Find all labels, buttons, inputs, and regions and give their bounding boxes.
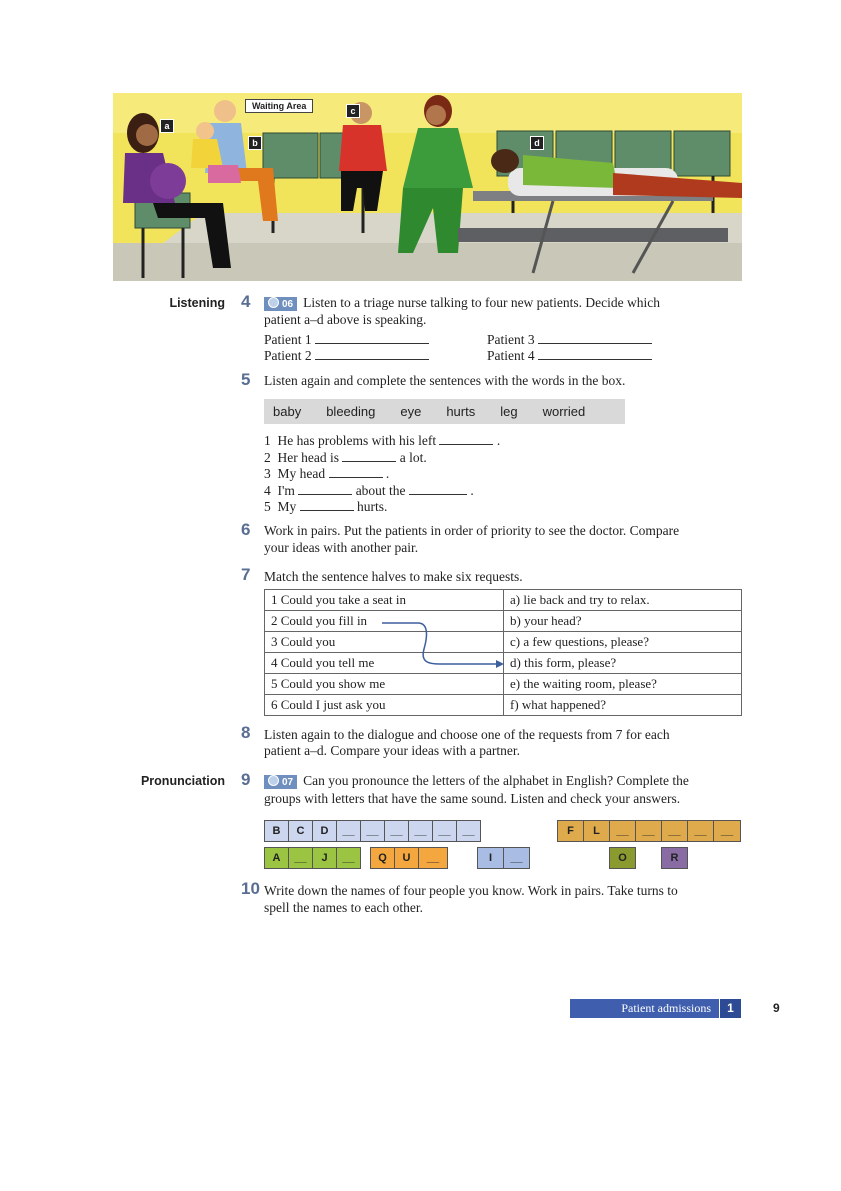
letter-cell: A bbox=[264, 847, 289, 869]
footer-unit-number: 1 bbox=[720, 999, 741, 1018]
patient-tag-a: a bbox=[160, 119, 174, 133]
table-cell: 5 Could you show me bbox=[265, 674, 504, 695]
letter-cell: L bbox=[583, 820, 610, 842]
letter-cell-r: R bbox=[661, 847, 688, 869]
letter-blank[interactable]: __ bbox=[384, 820, 409, 842]
table-cell: e) the waiting room, please? bbox=[504, 674, 742, 695]
table-cell: 4 Could you tell me bbox=[265, 653, 504, 674]
sentence-text: hurts. bbox=[357, 499, 388, 514]
word-box-item: eye bbox=[400, 404, 422, 419]
exercise-6-line1: Work in pairs. Put the patients in order of priority to see the doctor. Compare bbox=[264, 523, 680, 538]
letter-cell: Q bbox=[370, 847, 395, 869]
footer-chapter-title: Patient admissions bbox=[570, 999, 719, 1018]
word-box-item: baby bbox=[273, 404, 302, 419]
patient-1-row bbox=[264, 331, 429, 348]
audio-track-number: 07 bbox=[282, 776, 294, 788]
exercise-7-number: 7 bbox=[241, 565, 251, 584]
sentence-2 bbox=[264, 449, 427, 466]
exercise-9-line1: Can you pronounce the letters of the alphabet in English? Complete the bbox=[303, 773, 689, 788]
letter-blank[interactable]: __ bbox=[408, 820, 433, 842]
sentence-text: . bbox=[385, 466, 390, 481]
patient-2-blank[interactable] bbox=[315, 347, 429, 360]
exercise-10-line2: spell the names to each other. bbox=[264, 900, 423, 915]
letter-cell-o: O bbox=[609, 847, 636, 869]
exercise-7-instruction: Match the sentence halves to make six requests. bbox=[264, 569, 523, 584]
table-cell: b) your head? bbox=[504, 611, 742, 632]
patient-tag-d: d bbox=[530, 136, 544, 150]
exercise-6-line2: your ideas with another pair. bbox=[264, 540, 419, 555]
exercise-9-instruction bbox=[264, 772, 744, 789]
letter-blank[interactable]: __ bbox=[713, 820, 741, 842]
sentence-blank[interactable] bbox=[439, 432, 493, 445]
letter-cell: F bbox=[557, 820, 584, 842]
letter-blank[interactable]: __ bbox=[288, 847, 313, 869]
exercise-4-line2: patient a–d above is speaking. bbox=[264, 312, 427, 327]
sentence-1 bbox=[264, 432, 500, 449]
exercise-4-line1: Listen to a triage nurse talking to four new patients. Decide which bbox=[303, 295, 661, 310]
sentence-blank[interactable] bbox=[329, 465, 383, 478]
table-cell: 1 Could you take a seat in bbox=[265, 590, 504, 611]
letter-cell: J bbox=[312, 847, 337, 869]
sentence-blank[interactable] bbox=[409, 482, 467, 495]
letter-blank[interactable]: __ bbox=[360, 820, 385, 842]
patient-2-label: Patient 2 bbox=[264, 348, 312, 363]
sentence-text: He has problems with his left bbox=[277, 433, 437, 448]
letter-blank[interactable]: __ bbox=[609, 820, 636, 842]
exercise-8-number: 8 bbox=[241, 723, 251, 742]
exercise-9-number: 9 bbox=[241, 770, 251, 789]
exercise-6-number: 6 bbox=[241, 520, 251, 539]
exercise-10-line1: Write down the names of four people you know. Work in pairs. Take turns to bbox=[264, 883, 678, 898]
sentence-number: 1 bbox=[264, 433, 271, 448]
sentence-text: . bbox=[470, 483, 474, 498]
sentence-blank[interactable] bbox=[298, 482, 352, 495]
patient-2-row bbox=[264, 347, 429, 364]
letter-blank[interactable]: __ bbox=[503, 847, 530, 869]
section-pronunciation: Pronunciation bbox=[140, 774, 225, 788]
exercise-8-line1: Listen again to the dialogue and choose one of the requests from 7 for each bbox=[264, 727, 670, 742]
letter-blank[interactable]: __ bbox=[418, 847, 448, 869]
patient-tag-c: c bbox=[346, 104, 360, 118]
sentence-blank[interactable] bbox=[300, 498, 354, 511]
sentence-number: 3 bbox=[264, 466, 271, 481]
letter-cell: B bbox=[264, 820, 289, 842]
letter-blank[interactable]: __ bbox=[336, 820, 361, 842]
table-cell: f) what happened? bbox=[504, 695, 742, 716]
letter-blank[interactable]: __ bbox=[432, 820, 457, 842]
example-match-arrow bbox=[380, 615, 505, 670]
sentence-text: . bbox=[496, 433, 501, 448]
patient-3-blank[interactable] bbox=[538, 331, 652, 344]
sentence-number: 2 bbox=[264, 450, 271, 465]
table-cell: 2 Could you fill in bbox=[265, 611, 504, 632]
letter-blank[interactable]: __ bbox=[635, 820, 662, 842]
sentence-number: 4 bbox=[264, 483, 271, 498]
patient-4-label: Patient 4 bbox=[487, 348, 535, 363]
sentence-text: about the bbox=[355, 483, 406, 498]
sentence-5 bbox=[264, 498, 387, 515]
patient-1-label: Patient 1 bbox=[264, 332, 312, 347]
letter-cell: U bbox=[394, 847, 419, 869]
audio-track-07[interactable] bbox=[264, 775, 297, 789]
patient-1-blank[interactable] bbox=[315, 331, 429, 344]
sentence-blank[interactable] bbox=[342, 449, 396, 462]
page-number: 9 bbox=[773, 1001, 780, 1015]
letter-blank[interactable]: __ bbox=[661, 820, 688, 842]
letter-blank[interactable]: __ bbox=[336, 847, 361, 869]
letter-cell: I bbox=[477, 847, 504, 869]
exercise-8-line2: patient a–d. Compare your ideas with a partner. bbox=[264, 743, 521, 758]
sentence-text: a lot. bbox=[399, 450, 427, 465]
letter-blank[interactable]: __ bbox=[456, 820, 481, 842]
sentence-text: I'm bbox=[277, 483, 295, 498]
patient-4-blank[interactable] bbox=[538, 347, 652, 360]
cd-icon bbox=[268, 297, 279, 308]
sentence-4 bbox=[264, 482, 474, 499]
table-cell: c) a few questions, please? bbox=[504, 632, 742, 653]
waiting-area-sign: Waiting Area bbox=[245, 99, 313, 113]
letter-blank[interactable]: __ bbox=[687, 820, 714, 842]
exercise-10-number: 10 bbox=[241, 879, 260, 898]
cd-icon bbox=[268, 775, 279, 786]
word-box-item: bleeding bbox=[326, 404, 376, 419]
patient-4-row bbox=[487, 347, 652, 364]
table-row bbox=[265, 674, 742, 695]
word-box bbox=[264, 399, 625, 424]
patient-3-row bbox=[487, 331, 652, 348]
exercise-4-instruction bbox=[264, 294, 744, 311]
sentence-text: My head bbox=[277, 466, 326, 481]
table-cell: d) this form, please? bbox=[504, 653, 742, 674]
table-cell: 6 Could I just ask you bbox=[265, 695, 504, 716]
exercise-4-number: 4 bbox=[241, 292, 251, 311]
word-box-item: leg bbox=[500, 404, 518, 419]
exercise-9-line2: groups with letters that have the same sound. Listen and check your answers. bbox=[264, 791, 681, 806]
sentence-text: Her head is bbox=[277, 450, 339, 465]
letter-cell: C bbox=[288, 820, 313, 842]
letter-cell: D bbox=[312, 820, 337, 842]
table-cell: a) lie back and try to relax. bbox=[504, 590, 742, 611]
word-box-item: worried bbox=[542, 404, 586, 419]
sentence-number: 5 bbox=[264, 499, 271, 514]
exercise-5-instruction: Listen again and complete the sentences with the words in the box. bbox=[264, 373, 626, 388]
patient-tag-b: b bbox=[248, 136, 262, 150]
patient-3-label: Patient 3 bbox=[487, 332, 535, 347]
table-row bbox=[265, 695, 742, 716]
table-row bbox=[265, 590, 742, 611]
audio-track-number: 06 bbox=[282, 298, 294, 310]
waiting-room-illustration bbox=[113, 93, 742, 281]
audio-track-06[interactable] bbox=[264, 297, 297, 311]
section-listening: Listening bbox=[169, 296, 225, 310]
table-cell: 3 Could you bbox=[265, 632, 504, 653]
word-box-item: hurts bbox=[446, 404, 476, 419]
waiting-room-scene bbox=[113, 93, 742, 281]
sentence-text: My bbox=[277, 499, 297, 514]
exercise-5-number: 5 bbox=[241, 370, 251, 389]
sentence-3 bbox=[264, 465, 389, 482]
